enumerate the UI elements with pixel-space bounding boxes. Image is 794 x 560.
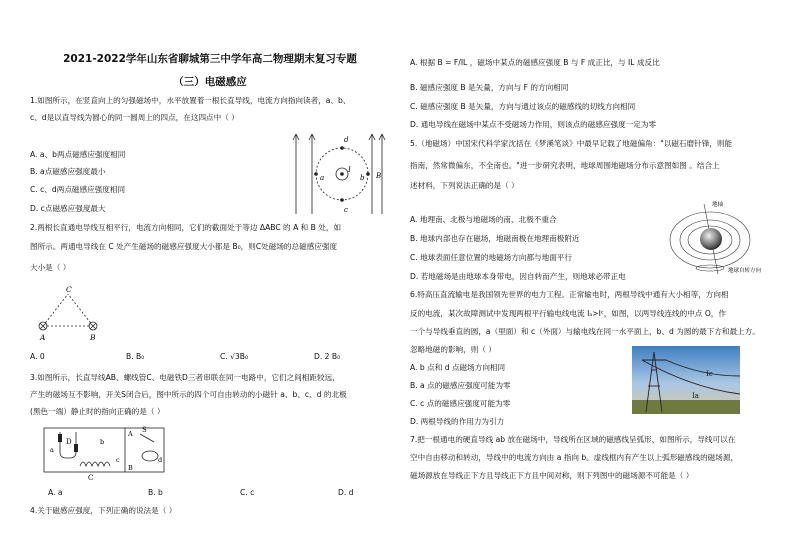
q1-figure	[278, 122, 390, 218]
q6-option-a: A. b 点和 d 点磁场方向相同	[410, 363, 506, 372]
q2-stem-line3: 大小是（ ）	[30, 263, 71, 272]
q1-label-field: B	[376, 172, 382, 180]
q3-label-s: S	[142, 426, 147, 434]
q2-option-c: C. √3B₀	[220, 352, 249, 361]
q5-option-b: B. 地球内部也存在磁场，地磁南极在地理南极附近	[410, 234, 580, 243]
q1-option-c: C. c、d两点磁感应强度相同	[30, 185, 126, 194]
q3-stem-line3: (黑色一端）静止时的指向正确的是（ ）	[30, 407, 165, 416]
q3-circuit-figure	[40, 422, 180, 482]
q1-label-c: c	[344, 206, 348, 214]
q5-stem-line2: 指南，然常微偏东，不全南也。"进一步研究表明，地球周围地磁场分布示意图如图 。结合上	[410, 161, 720, 170]
q3-needle-a: a	[50, 446, 54, 454]
q3-label-c: C	[88, 474, 94, 482]
q2-label-c: C	[66, 285, 72, 294]
q5-label-rotation: 地球自转方向	[728, 268, 762, 274]
q5-option-d: D. 若地磁场是由地球本身带电，因自转而产生，则地球必带正电	[410, 272, 626, 281]
q1-option-a: A. a、b两点磁感应强度相同	[30, 150, 126, 159]
q7-stem-line2: 空中自由移动和转动，导线中的电流方向由 a 指向 b。虚线框内有产生以上弧形磁感线的磁场源，	[410, 453, 739, 462]
q6-stem-line1: 6.特高压直流输电是我国领先世界的电力工程。正常输电时，两根导线中通有大小相等，方向相	[410, 290, 729, 299]
doc-title-line1: 2021-2022学年山东省聊城第三中学年高二物理期末复习专题	[63, 53, 357, 65]
q5-stem-line3: 述材料，下列说法正确的是（ ）	[410, 181, 519, 190]
q5-option-a: A. 地理南、北极与地磁场的南、北极不重合	[410, 215, 557, 224]
q2-label-b: B	[90, 333, 96, 342]
q6-option-c: C. c 点的磁感应强度可能为零	[410, 399, 511, 408]
doc-title-line2: （三）电磁感应	[173, 76, 247, 88]
q2-triangle-figure	[30, 284, 120, 344]
q6-option-b: B. a 点的磁感应强度可能为零	[410, 381, 511, 390]
q6-stem-line2: 反的电流，某次故障测试中发现两根平行输电线电流 Iₐ>Iᶜ，如图，以两导线连线的中点 O，作	[410, 309, 726, 318]
q3-needle-b: b	[100, 438, 105, 446]
q7-stem-line1: 7.把一根通电的硬直导线 ab 放在磁场中，导线所在区域的磁感线呈弧形，如图所示，导线可以在	[410, 435, 736, 444]
q3-needle-d: d	[158, 456, 163, 464]
q6-label-ia: Ia	[692, 392, 699, 400]
q1-stem-line1: 1.如图所示，在竖直向上的匀强磁场中，水平放置着一根长直导线，电流方向指向读者，a、b、	[30, 96, 351, 105]
q2-stem-line2: 图所示。两通电导线在 C 处产生磁场的磁感应强度大小都是 B₀，则C处磁场的总磁感应强度	[30, 242, 338, 251]
q2-option-d: D. 2 B₀	[314, 352, 341, 361]
q6-option-d: D. 两根导线的作用力为引力	[410, 417, 505, 426]
q2-option-b: B. B₀	[126, 352, 145, 361]
q7-stem-line3: 磁场源放在导线正下方且导线正下方且中间对称，则下列图中的磁场源不可能是（ ）	[410, 471, 694, 480]
q3-option-c: C. c	[240, 488, 255, 497]
q3-label-d: D	[66, 438, 72, 446]
q1-label-current: I	[348, 166, 351, 174]
q5-stem-line1: 5.（地磁场）中国宋代科学家沈括在《梦溪笔谈》中最早记载了地磁偏角："以磁石磨针锋，则能	[410, 139, 733, 148]
q6-label-ic: Ic	[706, 370, 713, 378]
left-column	[30, 0, 390, 560]
q5-option-c: C. 地球表面任意位置的地磁场方向都与地面平行	[410, 253, 573, 262]
q2-stem-line1: 2.两根长直通电导线互相平行，电流方向相同，它们的截面处于等边 ΔABC 的 A 和 B 处，如	[30, 223, 342, 232]
q1-label-b: b	[360, 174, 365, 182]
q4-option-a: A. 根据 B = F/IL ，磁场中某点的磁感应强度 B 与 F 成正比，与 IL 成反比	[410, 58, 660, 67]
q1-stem-line2: c、d是以直导线为圆心的同一圆周上的四点，在这四点中（ ）	[30, 113, 239, 122]
q5-label-axis: 地轴	[712, 202, 724, 208]
q4-option-c: C. 磁感应强度 B 是矢量，方向与通过该点的磁感线的切线方向相同	[410, 102, 636, 111]
q1-label-d: d	[344, 136, 349, 144]
q3-stem-line2: 产生的磁场互不影响，开关S闭合后，图中所示的四个可自由转动的小磁针 a、b、c、d 的北极	[30, 390, 347, 399]
q3-option-d: D. d	[338, 488, 354, 497]
q6-powerline-photo	[632, 346, 740, 414]
q1-option-b: B. a点磁感应强度最小	[30, 167, 106, 176]
q3-label-b: B	[128, 464, 133, 472]
q3-label-a: A	[128, 430, 133, 438]
right-column	[410, 0, 770, 560]
q3-option-a: A. a	[48, 488, 63, 497]
q3-stem-line1: 3.如图所示，长直导线AB、螺线管C、电磁铁D三者串联在同一电路中，它们之间相距较远，	[30, 373, 340, 382]
q4-stem: 4.关于磁感应强度，下列正确的说法是（ ）	[30, 506, 177, 515]
q6-stem-line4: 忽略地磁的影响，则（ ）	[410, 345, 496, 354]
q3-needle-c: c	[116, 456, 120, 464]
q1-option-d: D. c点磁感应强度最大	[30, 204, 106, 213]
q5-earth-figure	[668, 198, 772, 278]
q6-stem-line3: 一个与导线垂直的圆，a（里面）和 c（外面）与输电线在同一水平面上，b、d 为圆的最下方和最上方。	[410, 327, 760, 336]
q3-option-b: B. b	[148, 488, 163, 497]
q1-label-a: a	[320, 174, 325, 182]
q4-option-d: D. 通电导线在磁场中某点不受磁场力作用，则该点的磁感应强度一定为零	[410, 120, 657, 129]
q4-option-b: B. 磁感应强度 B 是矢量，方向与 F 的方向相同	[410, 83, 569, 92]
q2-option-a: A. 0	[30, 352, 45, 361]
q2-label-a: A	[40, 333, 46, 342]
